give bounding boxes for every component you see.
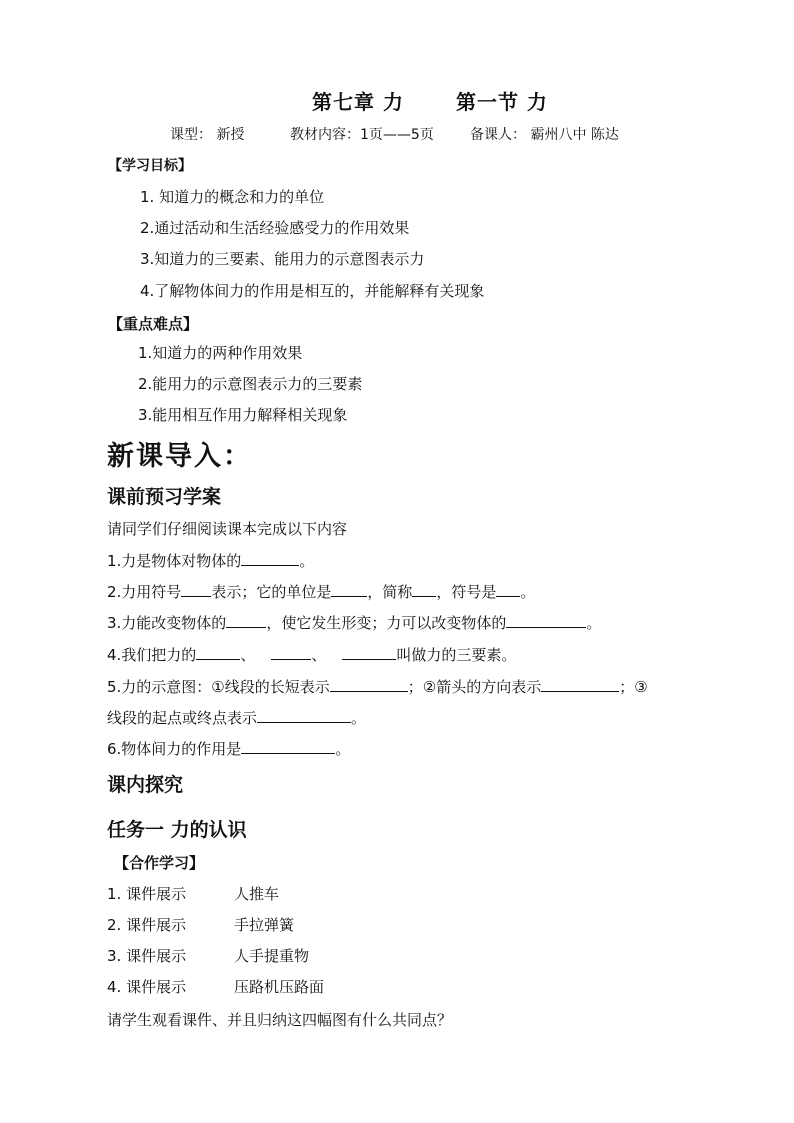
answer-blank[interactable]	[241, 738, 335, 754]
question-6: 6.物体间力的作用是 。	[107, 740, 351, 758]
list-item: 2. 课件展示 手拉弹簧	[107, 916, 295, 934]
lesson-type: 课型： 新授	[170, 127, 245, 143]
list-item: 4. 课件展示 压路机压路面	[107, 978, 325, 996]
objective-item: 4.了解物体间力的作用是相互的，并能解释有关现象	[140, 282, 485, 300]
coop-heading: 【合作学习】	[114, 854, 205, 872]
answer-blank[interactable]	[257, 707, 351, 723]
question-2: 2.力用符号 表示；它的单位是 ，简称 ，符号是 。	[107, 583, 536, 601]
lesson-meta	[170, 124, 619, 144]
question-5-cont: 线段的起点或终点表示 。	[107, 709, 367, 727]
answer-blank[interactable]	[241, 550, 299, 566]
preview-instruction: 请同学们仔细阅读课本完成以下内容	[107, 520, 348, 538]
question-1: 1.力是物体对物体的 。	[107, 552, 315, 570]
intro-heading: 新课导入：	[107, 441, 252, 472]
explore-heading: 课内探究	[107, 774, 184, 796]
objective-item: 1. 知道力的概念和力的单位	[140, 188, 325, 206]
answer-blank[interactable]	[271, 644, 311, 660]
list-item: 1. 课件展示 人推车	[107, 885, 280, 903]
answer-blank[interactable]	[496, 581, 520, 597]
objective-item: 3.知道力的三要素、能用力的示意图表示力	[140, 250, 425, 268]
question-4: 4.我们把力的 、 、 叫做力的三要素。	[107, 646, 517, 664]
keypoint-item: 3.能用相互作用力解释相关现象	[138, 406, 348, 424]
keypoint-item: 1.知道力的两种作用效果	[138, 344, 303, 362]
answer-blank[interactable]	[330, 676, 408, 692]
lesson-preparer: 备课人： 霸州八中 陈达	[470, 127, 619, 143]
objectives-heading: 【学习目标】	[108, 158, 192, 174]
keypoints-heading: 【重点难点】	[108, 315, 199, 333]
textbook-pages: 教材内容：1页——5页	[290, 127, 434, 143]
task1-question: 请学生观看课件、并且归纳这四幅图有什么共同点？	[107, 1011, 453, 1029]
section-title: 第一节 力	[455, 90, 548, 114]
question-5: 5.力的示意图：①线段的长短表示 ；②箭头的方向表示 ；③	[107, 678, 648, 696]
chapter-title: 第七章 力	[312, 90, 404, 114]
preview-heading: 课前预习学案	[107, 486, 222, 508]
answer-blank[interactable]	[226, 612, 266, 628]
task1-heading: 任务一 力的认识	[107, 819, 247, 841]
objective-item: 2.通过活动和生活经验感受力的作用效果	[140, 219, 410, 237]
keypoint-item: 2.能用力的示意图表示力的三要素	[138, 375, 363, 393]
question-3: 3.力能改变物体的 ，使它发生形变；力可以改变物体的 。	[107, 614, 602, 632]
answer-blank[interactable]	[541, 676, 619, 692]
answer-blank[interactable]	[331, 581, 367, 597]
answer-blank[interactable]	[506, 612, 586, 628]
answer-blank[interactable]	[181, 581, 211, 597]
answer-blank[interactable]	[342, 644, 396, 660]
list-item: 3. 课件展示 人手提重物	[107, 947, 310, 965]
answer-blank[interactable]	[196, 644, 240, 660]
page-title	[312, 86, 548, 115]
answer-blank[interactable]	[412, 581, 436, 597]
